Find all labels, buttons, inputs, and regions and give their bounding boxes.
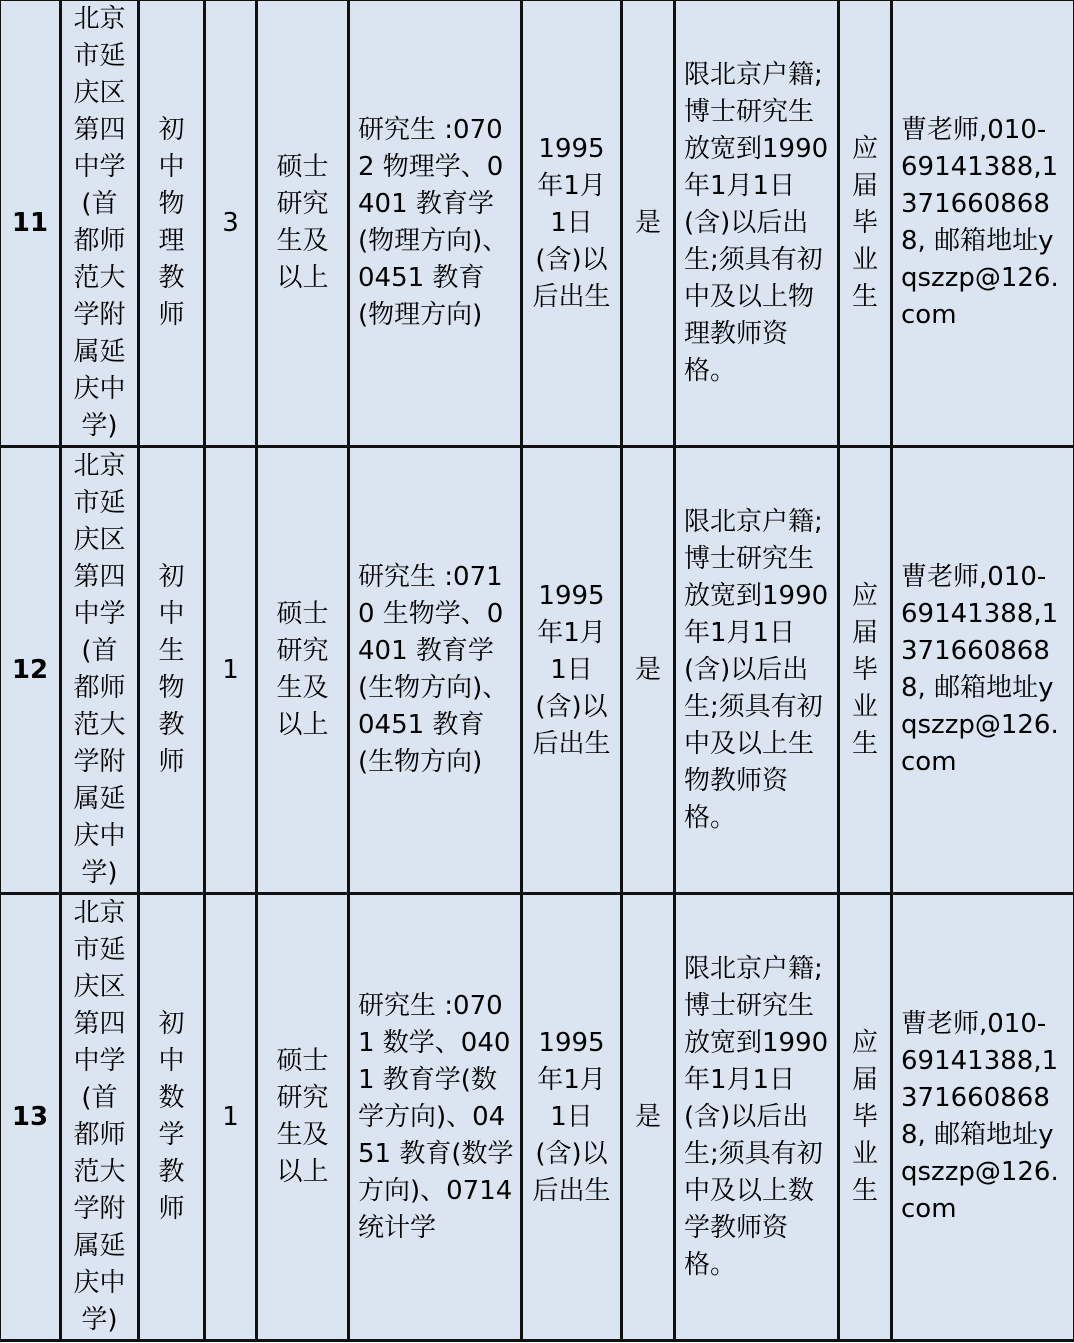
hire-count: 1	[205, 894, 257, 1341]
education-requirement: 硕士研究生及以上	[276, 1046, 329, 1187]
position-cell	[139, 1, 205, 447]
hukou-flag: 是	[622, 894, 675, 1341]
education-cell	[257, 447, 349, 894]
birth-cell	[522, 894, 622, 1341]
contact-info: 曹老师,010-69141388,13716608688, 邮箱地址yqszzp@126.com	[901, 1009, 1059, 1224]
hukou-flag: 是	[622, 1, 675, 447]
graduate-cell	[839, 1, 892, 447]
graduate-cell	[839, 894, 892, 1341]
education-requirement: 硕士研究生及以上	[276, 599, 329, 740]
position-cell	[139, 894, 205, 1341]
hukou-flag: 是	[622, 447, 675, 894]
position-name: 初中物理教师	[158, 115, 185, 330]
birth-requirement: 1995 年1月1日(含)以后出生	[532, 133, 611, 312]
employer-cell	[61, 894, 139, 1341]
graduate-status: 应届毕业生	[851, 580, 878, 759]
other-requirement: 限北京户籍;博士研究生放宽到1990 年1月1日(含)以后出生;须具有初中及以上数学教师资格。	[684, 953, 829, 1280]
row-number: 13	[1, 894, 61, 1341]
contact-cell	[892, 447, 1074, 894]
major-cell	[349, 447, 522, 894]
major-requirement: 研究生 :0701 数学、0401 教育学(数学方向)、0451 教育(数学方向)、0714 统计学	[358, 990, 514, 1243]
hire-count: 1	[205, 447, 257, 894]
other-requirement-cell	[675, 447, 839, 894]
contact-cell	[892, 1, 1074, 447]
table-row	[1, 447, 1074, 894]
position-name: 初中数学教师	[158, 1009, 185, 1224]
birth-requirement: 1995 年1月1日(含)以后出生	[532, 1027, 611, 1206]
graduate-status: 应届毕业生	[851, 133, 878, 312]
other-requirement: 限北京户籍;博士研究生放宽到1990 年1月1日(含)以后出生;须具有初中及以上物理教师资格。	[684, 59, 829, 386]
table-row	[1, 894, 1074, 1341]
hire-count: 3	[205, 1, 257, 447]
major-requirement: 研究生 :0710 生物学、0401 教育学(生物方向)、0451 教育(生物方向)	[358, 562, 509, 777]
birth-requirement: 1995 年1月1日(含)以后出生	[532, 580, 611, 759]
birth-cell	[522, 1, 622, 447]
contact-info: 曹老师,010-69141388,13716608688, 邮箱地址yqszzp@126.com	[901, 562, 1059, 777]
contact-cell	[892, 894, 1074, 1341]
graduate-cell	[839, 447, 892, 894]
employer-cell	[61, 447, 139, 894]
employer-name: 北京市延庆区第四中学(首都师范大学附属延庆中学)	[73, 4, 126, 441]
other-requirement-cell	[675, 1, 839, 447]
contact-info: 曹老师,010-69141388,13716608688, 邮箱地址yqszzp@126.com	[901, 115, 1059, 330]
education-cell	[257, 894, 349, 1341]
position-cell	[139, 447, 205, 894]
major-requirement: 研究生 :0702 物理学、0401 教育学(物理方向)、0451 教育(物理方向)	[358, 115, 509, 330]
employer-name: 北京市延庆区第四中学(首都师范大学附属延庆中学)	[73, 898, 126, 1335]
birth-cell	[522, 447, 622, 894]
employer-name: 北京市延庆区第四中学(首都师范大学附属延庆中学)	[73, 451, 126, 888]
row-number: 11	[1, 1, 61, 447]
major-cell	[349, 1, 522, 447]
row-number: 12	[1, 447, 61, 894]
major-cell	[349, 894, 522, 1341]
employer-cell	[61, 1, 139, 447]
other-requirement: 限北京户籍;博士研究生放宽到1990 年1月1日(含)以后出生;须具有初中及以上生物教师资格。	[684, 506, 829, 833]
table-row	[1, 1, 1074, 447]
education-cell	[257, 1, 349, 447]
education-requirement: 硕士研究生及以上	[276, 152, 329, 293]
position-name: 初中生物教师	[158, 562, 185, 777]
other-requirement-cell	[675, 894, 839, 1341]
graduate-status: 应届毕业生	[851, 1027, 878, 1206]
